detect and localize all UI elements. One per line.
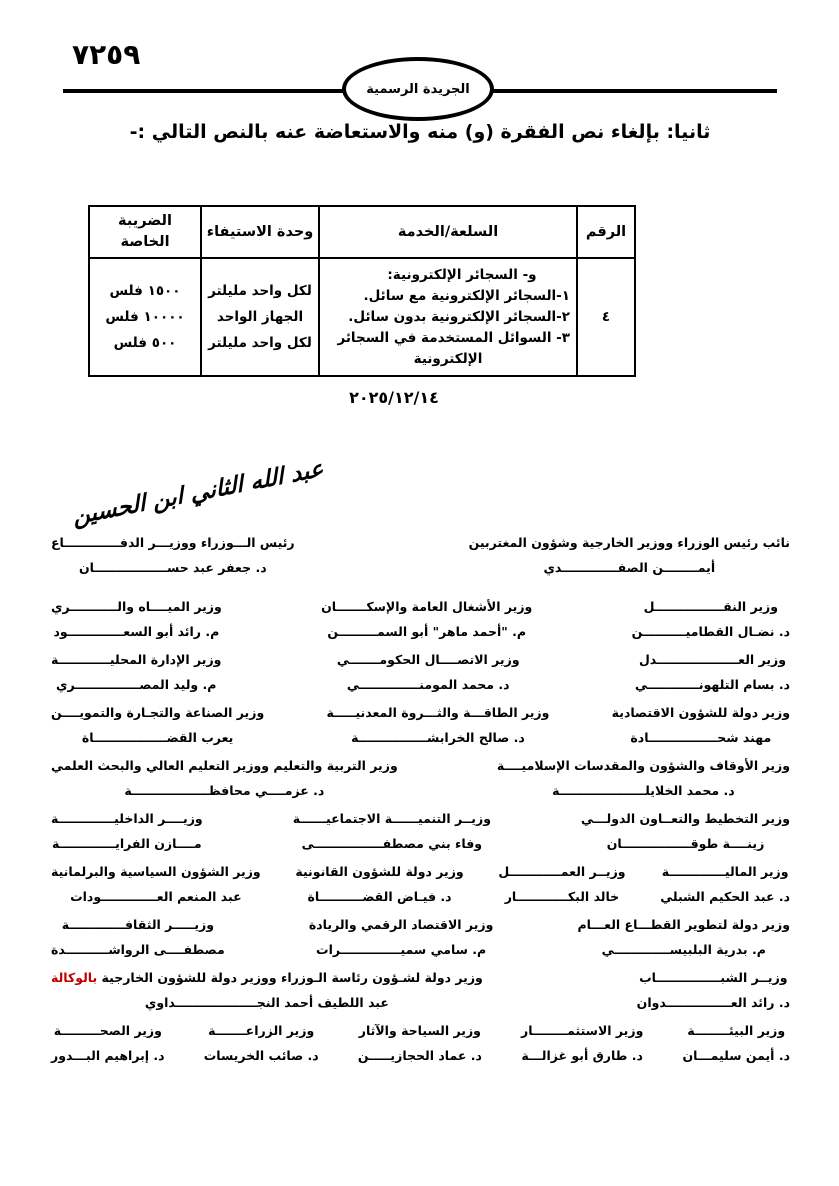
minister-entry bbox=[51, 758, 398, 798]
tax-line: ١٥٠٠ فلس bbox=[109, 283, 181, 299]
minister-title: وزير التربية والتعليم ووزير التعليم العالي والبحث العلمي bbox=[51, 758, 398, 773]
acting-capacity-label: بالوكالة bbox=[51, 970, 98, 985]
page-number: ٧٢٥٩ bbox=[72, 38, 141, 71]
decree-date: ٢٠٢٥/١٢/١٤ bbox=[349, 388, 439, 407]
minister-entry bbox=[51, 535, 295, 575]
minister-entry bbox=[581, 811, 790, 851]
minister-name: يعرب القضـــــــــــــــــاة bbox=[81, 730, 234, 745]
col-header-tax: الضريبة الخاصة bbox=[89, 206, 201, 258]
ministers-row bbox=[49, 811, 790, 851]
minister-title: نائب رئيس الوزراء ووزير الخارجية وشؤون المغتربين bbox=[468, 535, 790, 550]
item-line: و- السجائر الإلكترونية: bbox=[387, 266, 537, 283]
minister-name: مــــازن الفرايـــــــــــــة bbox=[52, 836, 202, 851]
minister-entry bbox=[51, 970, 483, 1010]
minister-title: وزير الشؤون السياسية والبرلمانية bbox=[51, 864, 261, 879]
ministers-list bbox=[49, 535, 790, 1076]
minister-entry bbox=[578, 917, 791, 957]
minister-entry bbox=[637, 970, 790, 1010]
ministers-row bbox=[49, 758, 790, 798]
minister-entry bbox=[51, 864, 261, 904]
ministers-row bbox=[49, 652, 790, 692]
minister-name: د. صالح الخرابشــــــــــــــــة bbox=[351, 730, 525, 745]
minister-name: وفاء بني مصطفــــــــــــــــى bbox=[301, 836, 483, 851]
minister-name: زينــــة طوقــــــــــــــــان bbox=[606, 836, 765, 851]
minister-entry bbox=[293, 811, 491, 851]
minister-title: وزير الماليـــــــــــــة bbox=[661, 864, 789, 879]
minister-title: وزير دولة لتطوير القطـــاع العـــام bbox=[577, 917, 790, 932]
col-header-number: الرقم bbox=[577, 206, 635, 258]
minister-title: وزير الأوقاف والشؤون والمقدسات الإسلاميــــة bbox=[496, 758, 790, 773]
tax-line: ٥٠٠ فلس bbox=[113, 335, 177, 351]
minister-name: خالد البكــــــــــــار bbox=[504, 889, 620, 904]
minister-title: وزيـــــر الثقافـــــــــــــة bbox=[61, 917, 214, 932]
unit-line: لكل واحد مليلتر bbox=[208, 335, 312, 351]
minister-title: وزيــر الشبـــــــــــــــاب bbox=[639, 970, 788, 985]
ministers-row bbox=[49, 705, 790, 745]
minister-title: وزير العـــــــــــــــــــدل bbox=[638, 652, 787, 667]
minister-entry bbox=[497, 758, 790, 798]
minister-title: وزيــــر الداخليـــــــــــــة bbox=[51, 811, 203, 826]
minister-name: د. عبد الحكيم الشبلي bbox=[660, 889, 790, 904]
minister-name: د. رائد العـــــــــــــــدوان bbox=[636, 995, 790, 1010]
table-row bbox=[89, 258, 635, 376]
minister-entry bbox=[469, 535, 790, 575]
minister-name: د. نضـال القطاميــــــــــن bbox=[631, 624, 790, 639]
minister-title: وزير دولة للشؤون القانونية bbox=[295, 864, 464, 879]
minister-name: م. وليد المصـــــــــــــــري bbox=[56, 677, 217, 692]
minister-name: د. جعفر عبد حســـــــــــــــــان bbox=[78, 560, 267, 575]
minister-title: وزير الزراعـــــــة bbox=[208, 1023, 315, 1038]
table-header-row bbox=[89, 206, 635, 258]
minister-name: م. رائد أبو السعـــــــــــــود bbox=[53, 624, 220, 639]
minister-title: رئيس الـــوزراء ووزيـــر الدفـــــــــــــاع bbox=[51, 535, 295, 550]
minister-entry bbox=[632, 599, 790, 639]
minister-name: د. إبراهيم البـــدور bbox=[51, 1048, 165, 1063]
cell-item bbox=[319, 258, 577, 376]
minister-name: عبد المنعم العـــــــــــــودات bbox=[70, 889, 242, 904]
decree-heading: ثانيا: بإلغاء نص الفقرة (و) منه والاستعاضة عنه بالنص التالي :- bbox=[129, 121, 711, 143]
minister-name: د. صائب الخريسات bbox=[203, 1048, 319, 1063]
minister-entry bbox=[358, 1023, 482, 1063]
ministers-row bbox=[49, 599, 790, 639]
minister-title: وزير دولة لشـؤون رئاسة الـوزراء ووزير دولة للشؤون الخارجية بالوكالة bbox=[51, 970, 483, 985]
minister-name: د. فيـاض القضــــــــــاة bbox=[307, 889, 452, 904]
col-header-item: السلعة/الخدمة bbox=[319, 206, 577, 258]
gazette-seal-oval bbox=[342, 57, 494, 121]
minister-title: وزير السياحة والآثار bbox=[358, 1023, 481, 1038]
minister-entry bbox=[51, 599, 222, 639]
royal-signature bbox=[68, 448, 328, 538]
minister-entry bbox=[51, 811, 203, 851]
minister-title: وزيــر العمــــــــــــل bbox=[498, 864, 626, 879]
minister-title: وزير الطاقـــة والثـــروة المعدنيـــــة bbox=[326, 705, 550, 720]
minister-entry bbox=[682, 1023, 790, 1063]
col-header-unit: وحدة الاستيفاء bbox=[201, 206, 319, 258]
gazette-title: الجريدة الرسمية bbox=[366, 81, 470, 97]
minister-title: وزير الصحـــــــــة bbox=[53, 1023, 162, 1038]
item-line: ٢-السجائر الإلكترونية بدون سائل. bbox=[348, 308, 570, 325]
minister-entry bbox=[295, 864, 463, 904]
minister-name: م. "أحمد ماهر" أبو السمـــــــــن bbox=[327, 624, 527, 639]
minister-name: مهند شحــــــــــــــــادة bbox=[630, 730, 772, 745]
minister-name: د. عماد الحجازيـــــن bbox=[357, 1048, 482, 1063]
tax-line: ١٠٠٠٠ فلس bbox=[105, 309, 185, 325]
minister-title: وزير الاستثمــــــــار bbox=[521, 1023, 644, 1038]
minister-title: وزير النقــــــــــــــــل bbox=[643, 599, 779, 614]
minister-title: وزير التخطيط والتعــاون الدولـــي bbox=[581, 811, 790, 826]
minister-entry bbox=[521, 1023, 643, 1063]
minister-entry bbox=[337, 652, 520, 692]
item-line: الإلكترونية bbox=[413, 350, 483, 367]
ministers-row bbox=[49, 864, 790, 904]
minister-title: وزير الاتصــــال الحكومـــــــي bbox=[336, 652, 520, 667]
minister-entry bbox=[51, 705, 264, 745]
unit-line: لكل واحد مليلتر bbox=[208, 283, 312, 299]
ministers-row bbox=[49, 917, 790, 957]
minister-title: وزير الميــــاه والـــــــــــري bbox=[51, 599, 222, 614]
minister-entry bbox=[498, 864, 625, 904]
unit-line: الجهاز الواحد bbox=[216, 309, 304, 325]
minister-title: وزير دولة للشؤون الاقتصادية bbox=[611, 705, 790, 720]
cell-tax bbox=[89, 258, 201, 376]
minister-title: وزير الإدارة المحليــــــــــــة bbox=[51, 652, 222, 667]
item-line: ١-السجائر الإلكترونية مع سائل. bbox=[363, 287, 570, 304]
minister-entry bbox=[51, 652, 221, 692]
minister-name: د. أيمن سليمـــان bbox=[682, 1048, 790, 1063]
minister-name: مصطفــــى الرواشــــــــــدة bbox=[51, 942, 225, 957]
minister-name: م. بدرية البلبيســـــــــــــي bbox=[601, 942, 766, 957]
minister-name: م. سامي سميــــــــــــــرات bbox=[316, 942, 487, 957]
minister-name: د. عزمــــي محافظــــــــــــــــــة bbox=[124, 783, 325, 798]
minister-entry bbox=[321, 599, 532, 639]
minister-name: أيمــــــــن الصفـــــــــــــدي bbox=[543, 560, 716, 575]
minister-title: وزير الصناعة والتجـارة والتمويــــن bbox=[51, 705, 265, 720]
minister-name: عبد اللطيف أحمد النجـــــــــــــــــــداوي bbox=[144, 995, 389, 1010]
minister-title: وزير الاقتصاد الرقمي والريادة bbox=[308, 917, 494, 932]
minister-name: د. محمد المومنــــــــــــــي bbox=[346, 677, 510, 692]
item-line: ٣- السوائل المستخدمة في السجائر bbox=[337, 329, 570, 346]
ministers-row bbox=[49, 535, 790, 575]
minister-title: وزير الأشغال العامة والإسكـــــــان bbox=[321, 599, 533, 614]
minister-name: د. بسام التلهونــــــــــــي bbox=[634, 677, 790, 692]
minister-entry bbox=[309, 917, 493, 957]
cell-unit bbox=[201, 258, 319, 376]
minister-title: وزير البيئــــــــة bbox=[687, 1023, 786, 1038]
minister-name: د. محمد الخلايلــــــــــــــــــــة bbox=[552, 783, 735, 798]
minister-title: وزيــر التنميــــــة الاجتماعيــــــة bbox=[292, 811, 491, 826]
minister-entry bbox=[204, 1023, 319, 1063]
ministers-row bbox=[49, 1023, 790, 1063]
minister-entry bbox=[612, 705, 790, 745]
signature-text: عبد الله الثاني ابن الحسين bbox=[71, 455, 325, 531]
minister-entry bbox=[327, 705, 550, 745]
minister-entry bbox=[635, 652, 790, 692]
ministers-row bbox=[49, 970, 790, 1010]
minister-entry bbox=[51, 1023, 165, 1063]
tax-table bbox=[88, 205, 636, 377]
cell-number: ٤ bbox=[577, 258, 635, 376]
minister-entry bbox=[660, 864, 790, 904]
minister-entry bbox=[51, 917, 225, 957]
minister-name: د. طارق أبو غزالـــة bbox=[521, 1048, 643, 1063]
